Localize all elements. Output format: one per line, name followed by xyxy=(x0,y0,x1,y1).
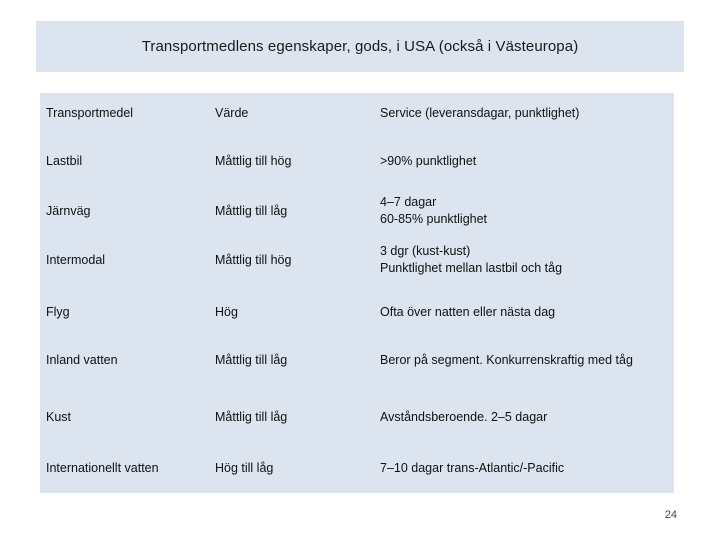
header-service: Service (leveransdagar, punktlighet) xyxy=(380,105,580,120)
cell-mode: Lastbil xyxy=(46,153,83,168)
service-line-1: 7–10 dagar trans-Atlantic/-Pacific xyxy=(380,460,565,475)
cell-value: Måttlig till hög xyxy=(215,153,292,168)
cell-service xyxy=(380,304,670,321)
table-row xyxy=(40,242,674,278)
service-line-1: Ofta över natten eller nästa dag xyxy=(380,304,556,319)
table-row xyxy=(40,407,674,427)
cell-service xyxy=(380,460,670,477)
cell-mode: Kust xyxy=(46,409,72,424)
cell-value: Måttlig till hög xyxy=(215,252,292,267)
cell-mode: Järnväg xyxy=(46,203,91,218)
page-number: 24 xyxy=(664,509,677,521)
cell-service xyxy=(380,352,670,369)
service-line-2: 60-85% punktlighet xyxy=(380,212,488,226)
cell-mode: Internationellt vatten xyxy=(46,460,159,475)
table-row xyxy=(40,302,674,322)
table-row xyxy=(40,458,674,478)
cell-mode: Flyg xyxy=(46,304,70,319)
transport-table xyxy=(40,93,674,493)
cell-mode: Intermodal xyxy=(46,252,106,267)
cell-service xyxy=(380,153,670,170)
cell-value: Hög xyxy=(215,304,238,319)
table-row xyxy=(40,151,674,171)
service-line-2: Punktlighet mellan lastbil och tåg xyxy=(380,261,563,275)
cell-service xyxy=(380,243,670,277)
cell-value: Måttlig till låg xyxy=(215,352,288,367)
service-line-1: >90% punktlighet xyxy=(380,153,477,168)
header-varde: Värde xyxy=(215,105,249,120)
cell-value: Måttlig till låg xyxy=(215,203,288,218)
service-line-1: 3 dgr (kust-kust) xyxy=(380,244,471,258)
service-line-1: Beror på segment. Konkurrenskraftig med tåg xyxy=(380,352,633,367)
table-row xyxy=(40,193,674,229)
slide-title: Transportmedlens egenskaper, gods, i USA (också i Västeuropa) xyxy=(141,38,579,55)
cell-mode: Inland vatten xyxy=(46,352,118,367)
cell-service xyxy=(380,194,670,228)
table-header-row xyxy=(40,103,674,123)
cell-service xyxy=(380,409,670,426)
cell-value: Hög till låg xyxy=(215,460,274,475)
table-row xyxy=(40,350,674,370)
cell-value: Måttlig till låg xyxy=(215,409,288,424)
service-line-1: Avståndsberoende. 2–5 dagar xyxy=(380,409,548,424)
header-transportmedel: Transportmedel xyxy=(46,105,134,120)
service-line-1: 4–7 dagar xyxy=(380,195,437,209)
title-banner xyxy=(36,21,684,72)
